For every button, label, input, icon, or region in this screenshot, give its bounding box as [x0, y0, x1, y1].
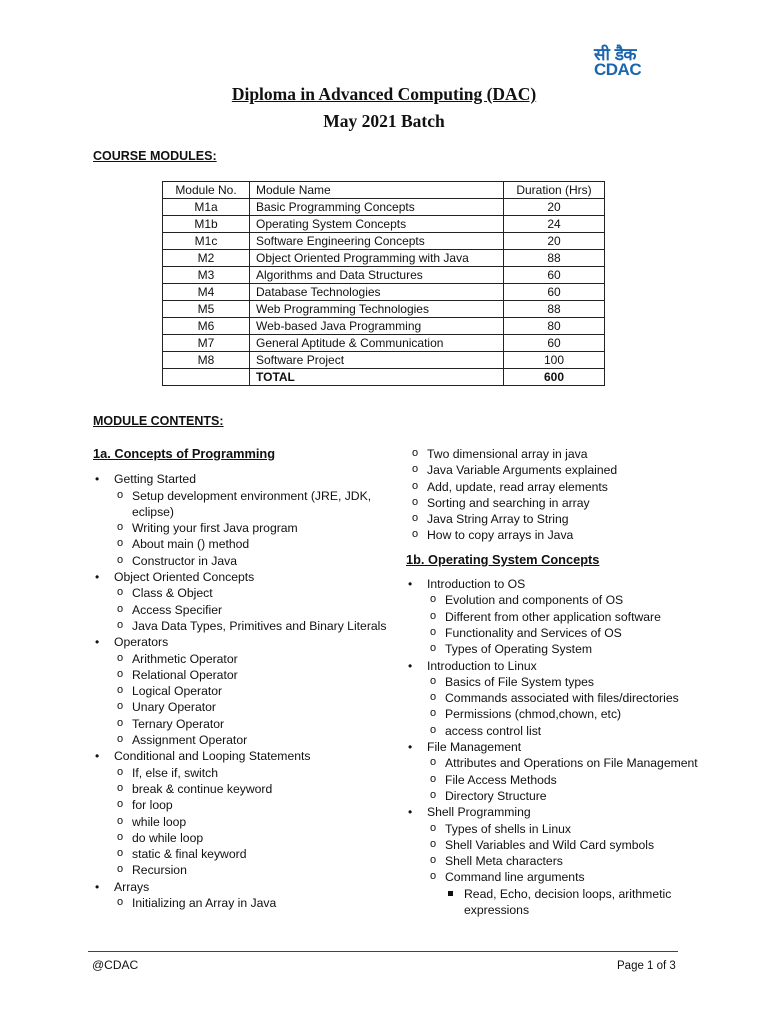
- footer-page-number: Page 1 of 3: [617, 960, 676, 972]
- cdac-logo: [594, 44, 684, 80]
- module-name-cell: TOTAL: [250, 369, 504, 386]
- sub-item: [406, 674, 736, 690]
- module-no-cell: M8: [163, 352, 250, 369]
- sub-item: [93, 862, 393, 878]
- footer-copyright: @CDAC: [92, 958, 139, 972]
- sub-item: [388, 462, 736, 478]
- sub-item-text: break & continue keyword: [132, 781, 273, 796]
- sub-item-text: for loop: [132, 798, 173, 813]
- sub-item-text: access control list: [445, 723, 542, 738]
- bullet-item-text: File Management: [427, 740, 522, 755]
- section-1b-list: [406, 576, 736, 918]
- bullet-item-text: Operators: [114, 635, 169, 650]
- sub-item-text: Shell Meta characters: [445, 854, 563, 869]
- bullet-item: [93, 748, 393, 878]
- sub-item: [406, 625, 736, 641]
- module-name-cell: Software Project: [250, 352, 504, 369]
- sub-item-text: Permissions (chmod,chown, etc): [445, 707, 622, 722]
- section-1a-list: [93, 471, 393, 911]
- sub-item: [406, 723, 736, 739]
- bullet-item-text: Arrays: [114, 879, 150, 894]
- sub-item-text: Add, update, read array elements: [427, 479, 608, 494]
- header-module-name: Module Name: [250, 182, 504, 199]
- sub-item: [93, 846, 393, 862]
- sub-item: [406, 821, 736, 837]
- sub-item: [93, 814, 393, 830]
- sub-item: [93, 536, 393, 552]
- module-name-cell: Object Oriented Programming with Java: [250, 250, 504, 267]
- logo-latin-text: CDAC: [594, 60, 642, 79]
- sub-item: [93, 553, 393, 569]
- section-1b-heading: 1b. Operating System Concepts: [406, 551, 600, 567]
- left-column: [93, 446, 393, 911]
- table-row: [163, 318, 605, 335]
- sub-item-text: Initializing an Array in Java: [132, 896, 277, 911]
- sub-item: [93, 895, 393, 911]
- sub-item: [388, 511, 736, 527]
- course-modules-heading: COURSE MODULES:: [93, 149, 217, 163]
- table-row: [163, 199, 605, 216]
- module-name-cell: Web-based Java Programming: [250, 318, 504, 335]
- sub-item: [406, 869, 736, 885]
- table-row: [163, 352, 605, 369]
- sub-list: [406, 755, 736, 804]
- sub-item: [93, 618, 393, 634]
- sub-item: [93, 732, 393, 748]
- duration-cell: 88: [504, 250, 605, 267]
- sub-item-text: Setup development environment (JRE, JDK, eclipse): [132, 488, 372, 519]
- bullet-item-text: Conditional and Looping Statements: [114, 749, 311, 764]
- sub-list: [406, 821, 736, 886]
- duration-cell: 60: [504, 284, 605, 301]
- sub-item: [406, 641, 736, 657]
- sub-item: [406, 706, 736, 722]
- sub-list: [93, 651, 393, 749]
- sub-item-text: static & final keyword: [132, 847, 247, 862]
- sub-sub-list: [406, 886, 736, 919]
- header-duration: Duration (Hrs): [504, 182, 605, 199]
- module-name-cell: Web Programming Technologies: [250, 301, 504, 318]
- module-name-cell: Operating System Concepts: [250, 216, 504, 233]
- sub-item: [388, 527, 736, 543]
- module-no-cell: M1b: [163, 216, 250, 233]
- sub-item: [406, 690, 736, 706]
- table-row: [163, 301, 605, 318]
- sub-item: [406, 837, 736, 853]
- sub-item: [406, 772, 736, 788]
- table-row: [163, 233, 605, 250]
- header-module-no: Module No.: [163, 182, 250, 199]
- sub-item: [93, 651, 393, 667]
- sub-item-text: Types of Operating System: [445, 642, 592, 657]
- bullet-item: [93, 634, 393, 748]
- module-name-cell: Software Engineering Concepts: [250, 233, 504, 250]
- sub-item: [93, 488, 393, 521]
- module-no-cell: M7: [163, 335, 250, 352]
- sub-item: [388, 479, 736, 495]
- logo-hindi-text: सी डैक: [594, 45, 636, 65]
- module-no-cell: M5: [163, 301, 250, 318]
- sub-item: [93, 716, 393, 732]
- sub-list: [93, 895, 393, 911]
- module-no-cell: M4: [163, 284, 250, 301]
- sub-list: [93, 488, 393, 569]
- module-no-cell: M3: [163, 267, 250, 284]
- duration-cell: 20: [504, 233, 605, 250]
- sub-list: [406, 674, 736, 739]
- duration-cell: 600: [504, 369, 605, 386]
- sub-item: [406, 853, 736, 869]
- duration-cell: 60: [504, 267, 605, 284]
- bullet-item: [406, 576, 736, 657]
- sub-item-text: Sorting and searching in array: [427, 495, 590, 510]
- sub-item-text: Recursion: [132, 863, 187, 878]
- sub-item-text: Different from other application software: [445, 609, 661, 624]
- sub-list: [406, 592, 736, 657]
- sub-item-text: Relational Operator: [132, 667, 238, 682]
- sub-item-text: If, else if, switch: [132, 765, 219, 780]
- sub-item-text: Class & Object: [132, 586, 213, 601]
- module-no-cell: M2: [163, 250, 250, 267]
- duration-cell: 60: [504, 335, 605, 352]
- sub-item-text: File Access Methods: [445, 772, 557, 787]
- sub-item: [406, 592, 736, 608]
- right-column: [406, 446, 736, 918]
- table-body: [163, 199, 605, 386]
- bullet-item-text: Introduction to Linux: [427, 658, 537, 673]
- sub-item-text: How to copy arrays in Java: [427, 528, 574, 543]
- table-row: [163, 267, 605, 284]
- course-modules-table: [162, 181, 605, 386]
- bullet-item: [93, 879, 393, 912]
- module-name-cell: Database Technologies: [250, 284, 504, 301]
- section-1a-heading: 1a. Concepts of Programming: [93, 446, 276, 461]
- sub-item: [406, 755, 736, 771]
- sub-item: [93, 765, 393, 781]
- sub-item: [93, 699, 393, 715]
- sub-item-text: Two dimensional array in java: [427, 447, 588, 461]
- bullet-item: [406, 658, 736, 739]
- module-name-cell: Basic Programming Concepts: [250, 199, 504, 216]
- sub-item: [93, 585, 393, 601]
- module-contents-heading: MODULE CONTENTS:: [93, 414, 224, 428]
- sub-list: [93, 585, 393, 634]
- sub-item-text: Constructor in Java: [132, 553, 237, 568]
- duration-cell: 80: [504, 318, 605, 335]
- sub-item-text: Assignment Operator: [132, 733, 248, 748]
- sub-item: [93, 520, 393, 536]
- sub-item-text: Types of shells in Linux: [445, 821, 572, 836]
- bullet-item-text: Introduction to OS: [427, 577, 526, 592]
- sub-item: [406, 609, 736, 625]
- sub-item-text: Basics of File System types: [445, 674, 595, 689]
- batch-title: May 2021 Batch: [323, 111, 445, 131]
- sub-item-text: Command line arguments: [445, 870, 585, 885]
- document-title: Diploma in Advanced Computing (DAC): [231, 84, 537, 104]
- table-row: [163, 216, 605, 233]
- bullet-item: [93, 569, 393, 634]
- bullet-item: [406, 739, 736, 804]
- duration-cell: 20: [504, 199, 605, 216]
- sub-item: [93, 602, 393, 618]
- sub-item-text: do while loop: [132, 830, 204, 845]
- sub-item-text: Java Data Types, Primitives and Binary Literals: [132, 618, 387, 633]
- module-name-cell: General Aptitude & Communication: [250, 335, 504, 352]
- bullet-item-text: Shell Programming: [427, 805, 531, 820]
- sub-item: [388, 495, 736, 511]
- sub-item-text: Shell Variables and Wild Card symbols: [445, 837, 655, 852]
- sub-sub-item: [406, 886, 736, 919]
- sub-item-text: Attributes and Operations on File Management: [445, 756, 698, 771]
- module-no-cell: M6: [163, 318, 250, 335]
- table-row: [163, 335, 605, 352]
- table-row: [163, 369, 605, 386]
- sub-item-text: Directory Structure: [445, 788, 547, 803]
- sub-item-text: Commands associated with files/directories: [445, 691, 679, 706]
- bullet-item-text: Object Oriented Concepts: [114, 570, 255, 585]
- sub-item: [93, 797, 393, 813]
- sub-item: [93, 781, 393, 797]
- module-no-cell: M1c: [163, 233, 250, 250]
- sub-item-text: Logical Operator: [132, 684, 223, 699]
- sub-item-text: Java String Array to String: [427, 512, 569, 527]
- bullet-item: [93, 471, 393, 569]
- sub-item: [388, 446, 736, 462]
- module-no-cell: M1a: [163, 199, 250, 216]
- sub-item-text: while loop: [132, 814, 187, 829]
- section-1a-continued-list: [388, 446, 736, 544]
- duration-cell: 24: [504, 216, 605, 233]
- sub-item-text: Java Variable Arguments explained: [427, 463, 618, 478]
- footer-divider: [88, 951, 678, 952]
- module-no-cell: [163, 369, 250, 386]
- sub-item-text: Arithmetic Operator: [132, 651, 238, 666]
- sub-list: [93, 765, 393, 879]
- sub-item-text: About main () method: [132, 537, 250, 552]
- bullet-item-text: Getting Started: [114, 472, 196, 487]
- sub-item: [406, 788, 736, 804]
- duration-cell: 88: [504, 301, 605, 318]
- sub-sub-item-text: Read, Echo, decision loops, arithmetic expressions: [464, 886, 672, 918]
- table-row: [163, 284, 605, 301]
- bullet-item: [406, 804, 736, 918]
- sub-item-text: Ternary Operator: [132, 716, 225, 731]
- duration-cell: 100: [504, 352, 605, 369]
- sub-item-text: Unary Operator: [132, 700, 216, 715]
- sub-item-text: Writing your first Java program: [132, 521, 298, 536]
- sub-item: [93, 667, 393, 683]
- sub-item: [93, 683, 393, 699]
- sub-item: [93, 830, 393, 846]
- module-name-cell: Algorithms and Data Structures: [250, 267, 504, 284]
- sub-item-text: Evolution and components of OS: [445, 593, 624, 608]
- table-row: [163, 250, 605, 267]
- sub-item-text: Access Specifier: [132, 602, 223, 617]
- table-header-row: [163, 182, 605, 199]
- sub-item-text: Functionality and Services of OS: [445, 625, 622, 640]
